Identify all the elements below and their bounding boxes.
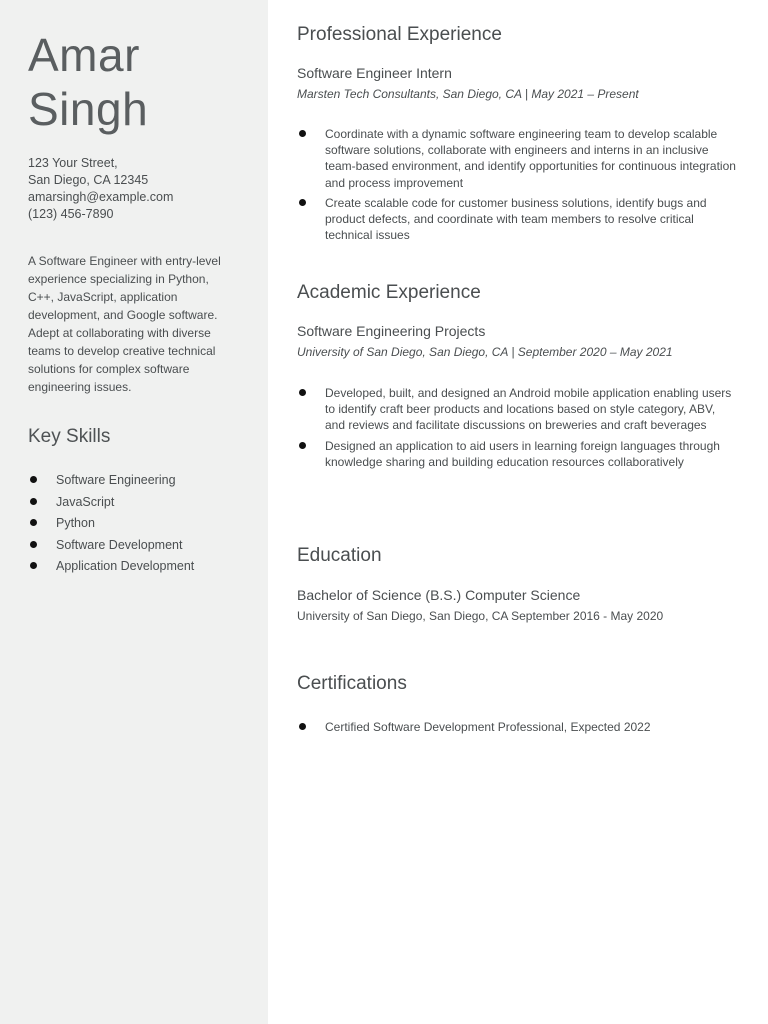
skill-item: Application Development [28, 557, 258, 579]
education-meta: University of San Diego, San Diego, CA September 2016 - May 2020 [297, 609, 664, 623]
professional-summary: A Software Engineer with entry-level experience specializing in Python, C++, JavaScript, application development, and Google software. Adept at collaborating with diverse teams to develop creative technical solutions for complex software engineering issues. [28, 254, 221, 394]
academic-meta: University of San Diego, San Diego, CA | September 2020 – May 2021 [297, 345, 673, 359]
academic-bullets [297, 385, 737, 474]
key-skills-list [28, 471, 258, 579]
bullet-item: Designed an application to aid users in learning foreign languages through knowledge sharing and building education resources collaboratively [297, 438, 737, 470]
bullet-item: Developed, built, and designed an Android mobile application enabling users to identify craft beer products and locations based on style category, ABV, and reviews and facilitate discussions on breweries and craft beverages [297, 385, 737, 434]
certifications-list [297, 719, 737, 739]
academic-role: Software Engineering Projects [297, 323, 486, 339]
skill-item: JavaScript [28, 493, 258, 515]
certifications-heading: Certifications [297, 673, 407, 694]
last-name: Singh [28, 83, 149, 135]
professional-role: Software Engineer Intern [297, 65, 452, 81]
bullet-item: Coordinate with a dynamic software engineering team to develop scalable software solutions, collaborate with engineers and interns in an inclusive team-based environment, and identify opportunities for continuous integration and process improvement [297, 126, 737, 191]
city-state-zip: San Diego, CA 12345 [28, 173, 149, 187]
main-content [268, 0, 768, 1024]
bullet-item: Create scalable code for customer business solutions, identify bugs and product defects, and coordinate with team members to resolve critical technical issues [297, 195, 737, 244]
key-skills-heading: Key Skills [28, 426, 111, 447]
first-name: Amar [28, 29, 140, 81]
professional-experience-heading: Professional Experience [297, 24, 502, 45]
education-heading: Education [297, 545, 382, 566]
academic-experience-heading: Academic Experience [297, 282, 481, 303]
email-address: amarsingh@example.com [28, 190, 174, 204]
skill-item: Software Development [28, 536, 258, 558]
skill-item: Software Engineering [28, 471, 258, 493]
education-degree: Bachelor of Science (B.S.) Computer Science [297, 587, 581, 603]
professional-meta: Marsten Tech Consultants, San Diego, CA | May 2021 – Present [297, 87, 639, 101]
candidate-name [28, 28, 258, 136]
phone-number: (123) 456-7890 [28, 207, 114, 221]
certification-item: Certified Software Development Professional, Expected 2022 [297, 719, 737, 735]
sidebar [0, 0, 268, 1024]
street-address: 123 Your Street, [28, 156, 118, 170]
professional-bullets [297, 126, 737, 247]
contact-info [28, 155, 258, 223]
skill-item: Python [28, 514, 258, 536]
